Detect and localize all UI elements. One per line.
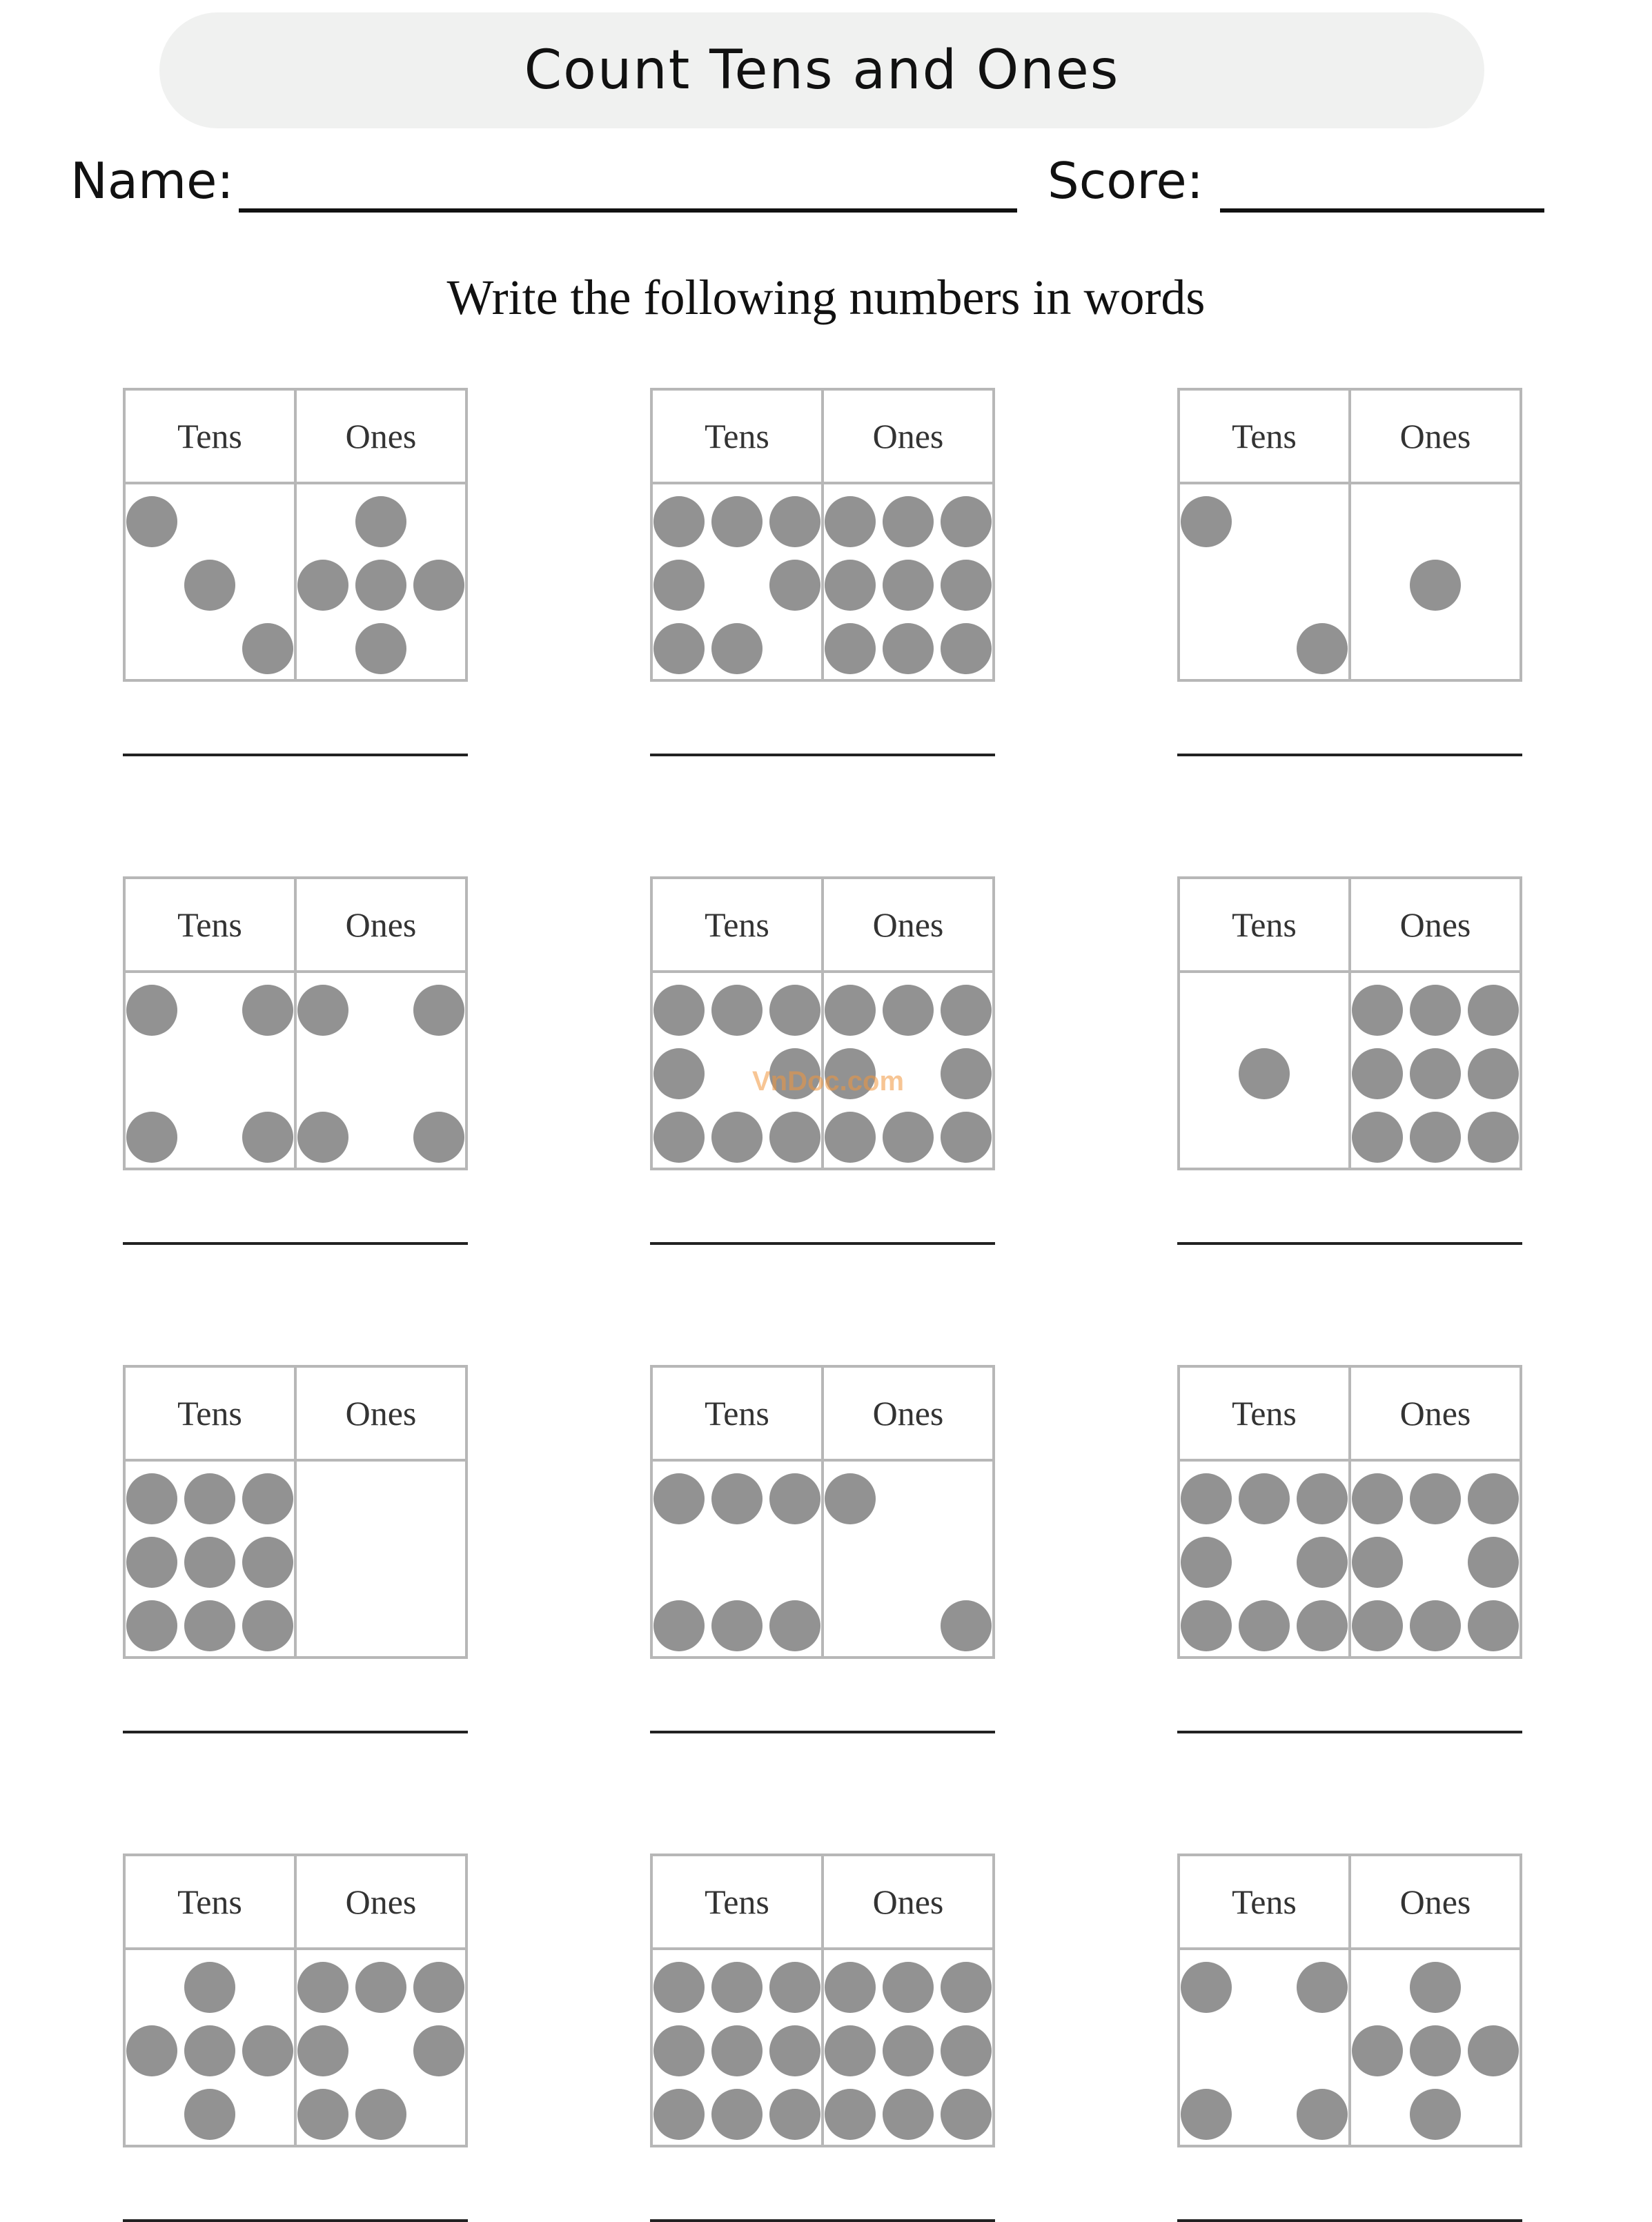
tens-counter-dot [1239,1473,1290,1524]
tens-header: Tens [705,417,769,455]
tens-counter-dot [1297,1962,1348,2013]
header-divider [126,970,465,973]
score-label: Score: [1048,152,1203,210]
tens-counter-dot [711,1112,763,1163]
tens-header: Tens [177,905,242,944]
tens-counter-dot [242,623,293,674]
title-banner [159,12,1484,128]
tens-counter-dot [711,2025,763,2076]
tens-counter-dot [184,1962,235,2013]
ones-counter-dot [1410,2089,1461,2140]
tens-counter-dot [653,496,705,547]
ones-counter-dot [1410,560,1461,611]
ones-counter-dot [825,1473,876,1524]
tens-counter-dot [769,496,820,547]
tens-counter-dot [1181,1473,1232,1524]
ones-counter-dot [1352,1473,1403,1524]
tens-counter-dot [653,2089,705,2140]
ones-counter-dot [355,623,406,674]
ones-counter-dot [941,2089,992,2140]
header-divider [126,1947,465,1950]
tens-counter-dot [1181,1962,1232,2013]
ones-counter-dot [297,2089,348,2140]
ones-counter-dot [355,560,406,611]
ones-counter-dot [297,2025,348,2076]
ones-counter-dot [1468,1473,1519,1524]
tens-counter-dot [242,1600,293,1651]
ones-counter-dot [941,985,992,1036]
place-value-chart [1177,1854,1522,2147]
header-divider [1180,1459,1520,1462]
tens-counter-dot [653,1600,705,1651]
ones-counter-dot [825,560,876,611]
place-value-chart [123,1854,468,2147]
ones-counter-dot [413,560,464,611]
tens-counter-dot [769,1600,820,1651]
ones-counter-dot [1468,1112,1519,1163]
ones-counter-dot [1468,1600,1519,1651]
name-label: Name: [70,152,234,210]
answer-line[interactable] [1177,2219,1522,2222]
ones-counter-dot [1468,985,1519,1036]
tens-counter-dot [769,985,820,1036]
tens-counter-dot [242,985,293,1036]
ones-counter-dot [1352,1600,1403,1651]
tens-counter-dot [711,985,763,1036]
tens-header: Tens [705,1394,769,1433]
tens-counter-dot [184,2025,235,2076]
tens-counter-dot [126,2025,177,2076]
answer-line[interactable] [650,754,995,756]
answer-line[interactable] [123,2219,468,2222]
ones-counter-dot [1410,1112,1461,1163]
tens-counter-dot [1297,1600,1348,1651]
tens-counter-dot [1297,623,1348,674]
ones-counter-dot [825,496,876,547]
tens-counter-dot [653,1112,705,1163]
ones-counter-dot [825,1112,876,1163]
tens-counter-dot [711,1473,763,1524]
tens-header: Tens [177,417,242,455]
ones-header: Ones [872,905,944,944]
tens-counter-dot [769,2025,820,2076]
tens-counter-dot [1181,1537,1232,1588]
place-value-chart [123,388,468,682]
place-value-chart [650,1365,995,1659]
tens-counter-dot [653,1962,705,2013]
tens-counter-dot [711,496,763,547]
tens-counter-dot [1181,2089,1232,2140]
tens-counter-dot [769,1112,820,1163]
place-value-chart [650,876,995,1170]
tens-header: Tens [1232,1882,1297,1921]
ones-counter-dot [1352,1537,1403,1588]
answer-line[interactable] [1177,754,1522,756]
answer-line[interactable] [650,2219,995,2222]
header-divider [1180,970,1520,973]
watermark: VnDoc.com [752,1066,905,1097]
tens-counter-dot [769,2089,820,2140]
header-divider [653,1459,992,1462]
ones-header: Ones [1399,1882,1471,1921]
ones-counter-dot [883,1112,934,1163]
ones-counter-dot [1352,1048,1403,1099]
tens-counter-dot [126,985,177,1036]
ones-counter-dot [355,496,406,547]
tens-counter-dot [184,1537,235,1588]
tens-counter-dot [126,1112,177,1163]
tens-counter-dot [653,1473,705,1524]
ones-counter-dot [413,1962,464,2013]
header-divider [126,482,465,484]
tens-counter-dot [769,1962,820,2013]
answer-line[interactable] [123,1242,468,1245]
ones-header: Ones [345,1882,417,1921]
ones-counter-dot [1410,1048,1461,1099]
name-field[interactable] [239,208,1017,213]
ones-counter-dot [355,1962,406,2013]
place-value-chart [650,388,995,682]
place-value-chart [123,1365,468,1659]
tens-counter-dot [653,985,705,1036]
ones-counter-dot [883,623,934,674]
ones-counter-dot [941,1600,992,1651]
tens-counter-dot [184,560,235,611]
tens-counter-dot [1239,1600,1290,1651]
tens-header: Tens [1232,417,1297,455]
ones-counter-dot [941,496,992,547]
ones-counter-dot [941,1112,992,1163]
tens-counter-dot [242,1537,293,1588]
ones-counter-dot [941,623,992,674]
ones-header: Ones [345,1394,417,1433]
tens-counter-dot [769,560,820,611]
ones-counter-dot [1410,1600,1461,1651]
tens-header: Tens [177,1882,242,1921]
tens-header: Tens [1232,1394,1297,1433]
ones-header: Ones [872,1394,944,1433]
ones-counter-dot [941,1962,992,2013]
header-divider [653,1947,992,1950]
tens-counter-dot [711,1600,763,1651]
place-value-chart [1177,388,1522,682]
ones-counter-dot [1352,1112,1403,1163]
tens-header: Tens [705,1882,769,1921]
tens-counter-dot [653,560,705,611]
answer-line[interactable] [123,1731,468,1733]
ones-counter-dot [883,560,934,611]
score-field[interactable] [1220,208,1544,213]
tens-counter-dot [184,1600,235,1651]
answer-line[interactable] [1177,1242,1522,1245]
tens-counter-dot [769,1473,820,1524]
header-divider [126,1459,465,1462]
place-value-chart [1177,876,1522,1170]
tens-counter-dot [184,2089,235,2140]
ones-counter-dot [1410,985,1461,1036]
tens-counter-dot [711,623,763,674]
tens-header: Tens [177,1394,242,1433]
ones-counter-dot [883,1962,934,2013]
worksheet-title: Count Tens and Ones [524,39,1120,101]
header-divider [653,482,992,484]
tens-counter-dot [711,2089,763,2140]
ones-counter-dot [297,985,348,1036]
tens-counter-dot [242,1112,293,1163]
header-divider [1180,1947,1520,1950]
place-value-chart [1177,1365,1522,1659]
ones-counter-dot [297,1962,348,2013]
ones-counter-dot [825,985,876,1036]
tens-counter-dot [242,2025,293,2076]
ones-counter-dot [1410,1473,1461,1524]
tens-counter-dot [1297,1537,1348,1588]
tens-counter-dot [711,1962,763,2013]
answer-line[interactable] [1177,1731,1522,1733]
ones-counter-dot [825,2089,876,2140]
tens-counter-dot [126,1473,177,1524]
tens-counter-dot [184,1473,235,1524]
tens-counter-dot [126,496,177,547]
tens-counter-dot [1181,496,1232,547]
tens-counter-dot [126,1537,177,1588]
ones-counter-dot [1410,2025,1461,2076]
ones-header: Ones [872,417,944,455]
tens-counter-dot [653,1048,705,1099]
ones-header: Ones [1399,905,1471,944]
tens-counter-dot [1297,2089,1348,2140]
tens-counter-dot [1239,1048,1290,1099]
ones-counter-dot [883,496,934,547]
tens-counter-dot [126,1600,177,1651]
ones-counter-dot [825,623,876,674]
ones-counter-dot [413,2025,464,2076]
place-value-chart [123,876,468,1170]
answer-line[interactable] [650,1731,995,1733]
answer-line[interactable] [123,754,468,756]
ones-header: Ones [872,1882,944,1921]
header-divider [653,970,992,973]
ones-counter-dot [413,985,464,1036]
ones-counter-dot [1468,1537,1519,1588]
instruction-text: Write the following numbers in words [446,270,1206,325]
ones-counter-dot [883,2025,934,2076]
ones-counter-dot [1468,2025,1519,2076]
tens-counter-dot [242,1473,293,1524]
ones-counter-dot [883,985,934,1036]
ones-counter-dot [1352,985,1403,1036]
ones-counter-dot [825,1962,876,2013]
tens-counter-dot [1297,1473,1348,1524]
ones-counter-dot [941,2025,992,2076]
ones-header: Ones [1399,1394,1471,1433]
ones-counter-dot [413,1112,464,1163]
answer-line[interactable] [650,1242,995,1245]
tens-counter-dot [653,623,705,674]
ones-counter-dot [825,2025,876,2076]
ones-counter-dot [1468,1048,1519,1099]
tens-header: Tens [1232,905,1297,944]
ones-counter-dot [1410,1962,1461,2013]
ones-counter-dot [297,560,348,611]
tens-counter-dot [653,2025,705,2076]
ones-header: Ones [345,417,417,455]
ones-header: Ones [345,905,417,944]
ones-counter-dot [941,1048,992,1099]
ones-counter-dot [297,1112,348,1163]
ones-counter-dot [1352,2025,1403,2076]
ones-header: Ones [1399,417,1471,455]
name-score-row [70,148,1547,224]
ones-counter-dot [941,560,992,611]
tens-counter-dot [1181,1600,1232,1651]
ones-counter-dot [883,2089,934,2140]
ones-counter-dot [355,2089,406,2140]
header-divider [1180,482,1520,484]
tens-header: Tens [705,905,769,944]
place-value-chart [650,1854,995,2147]
